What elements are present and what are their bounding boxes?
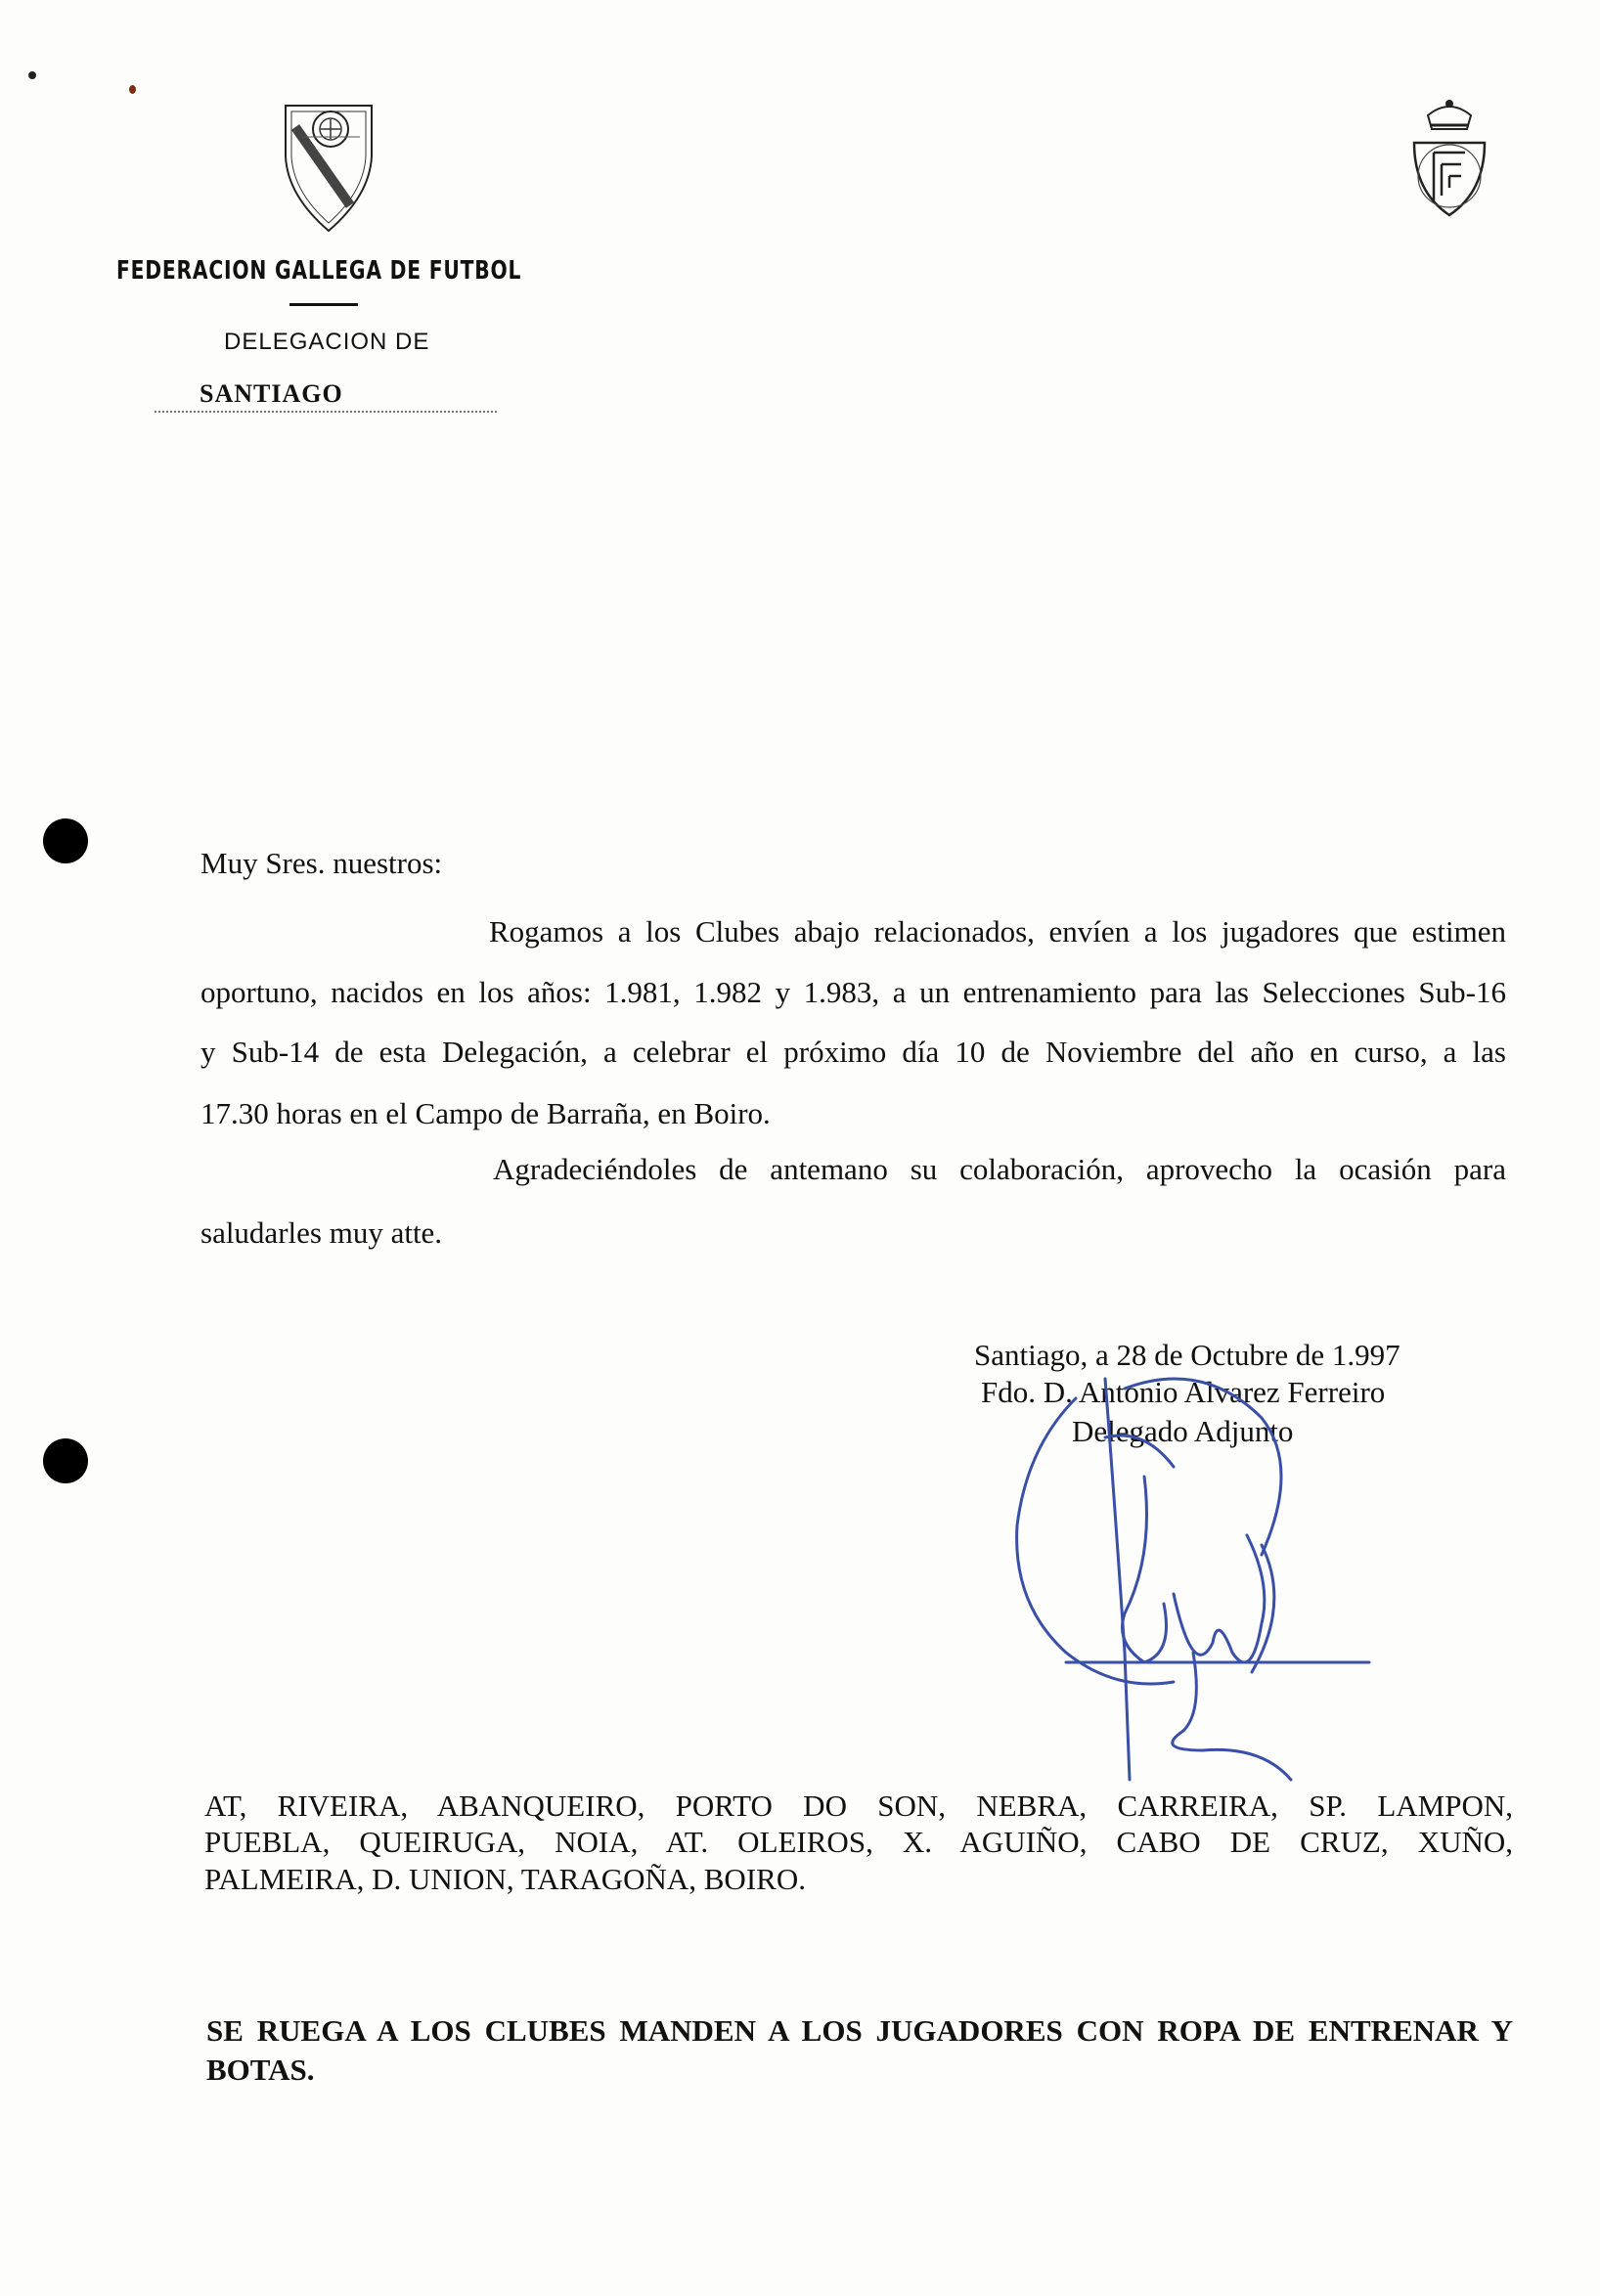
spanish-federation-crown-emblem-icon: [1406, 94, 1492, 221]
body-line-1: Rogamos a los Clubes abajo relacionados, envíen a los jugadores que estimen: [489, 914, 1506, 949]
city-dotted-line: [155, 411, 497, 413]
body-line-3: y Sub-14 de esta Delegación, a celebrar el próximo día 10 de Noviembre del año en curso, a las: [200, 1035, 1506, 1069]
club-list-line-2: PUEBLA, QUEIRUGA, NOIA, AT. OLEIROS, X. AGUIÑO, CABO DE CRUZ, XUÑO,: [204, 1825, 1513, 1859]
galician-federation-crest-icon: [282, 98, 376, 235]
place-date: Santiago, a 28 de Octubre de 1.997: [974, 1338, 1400, 1372]
closing-line-1: Agradeciéndoles de antemano su colaboración, aprovecho la ocasión para: [493, 1152, 1506, 1186]
signer-role: Delegado Adjunto: [1072, 1414, 1294, 1448]
punch-hole-top: [43, 818, 88, 863]
header-divider: [289, 303, 358, 306]
delegation-city: SANTIAGO: [200, 379, 343, 408]
body-line-2: oportuno, nacidos en los años: 1.981, 1.982 y 1.983, a un entrenamiento para las Selecciones Sub-16: [200, 975, 1506, 1009]
delegation-label: DELEGACION DE: [224, 329, 430, 355]
salutation: Muy Sres. nuestros:: [200, 846, 443, 880]
paper-speck: [28, 71, 36, 79]
club-list-line-3: PALMEIRA, D. UNION, TARAGOÑA, BOIRO.: [204, 1862, 806, 1896]
equipment-notice: SE RUEGA A LOS CLUBES MANDEN A LOS JUGADORES CON ROPA DE ENTRENAR Y BOTAS.: [206, 2013, 1513, 2087]
signer-name: Fdo. D. Antonio Alvarez Ferreiro: [981, 1375, 1386, 1409]
body-line-4: 17.30 horas en el Campo de Barraña, en Boiro.: [200, 1096, 771, 1130]
handwritten-signature-icon: [1007, 1359, 1379, 1799]
closing-line-2: saludarles muy atte.: [200, 1215, 443, 1250]
paper-speck: [129, 85, 136, 94]
club-list-line-1: AT, RIVEIRA, ABANQUEIRO, PORTO DO SON, NEBRA, CARREIRA, SP. LAMPON,: [204, 1788, 1513, 1823]
org-title: FEDERACION GALLEGA DE FUTBOL: [116, 256, 522, 286]
punch-hole-bottom: [43, 1438, 88, 1483]
